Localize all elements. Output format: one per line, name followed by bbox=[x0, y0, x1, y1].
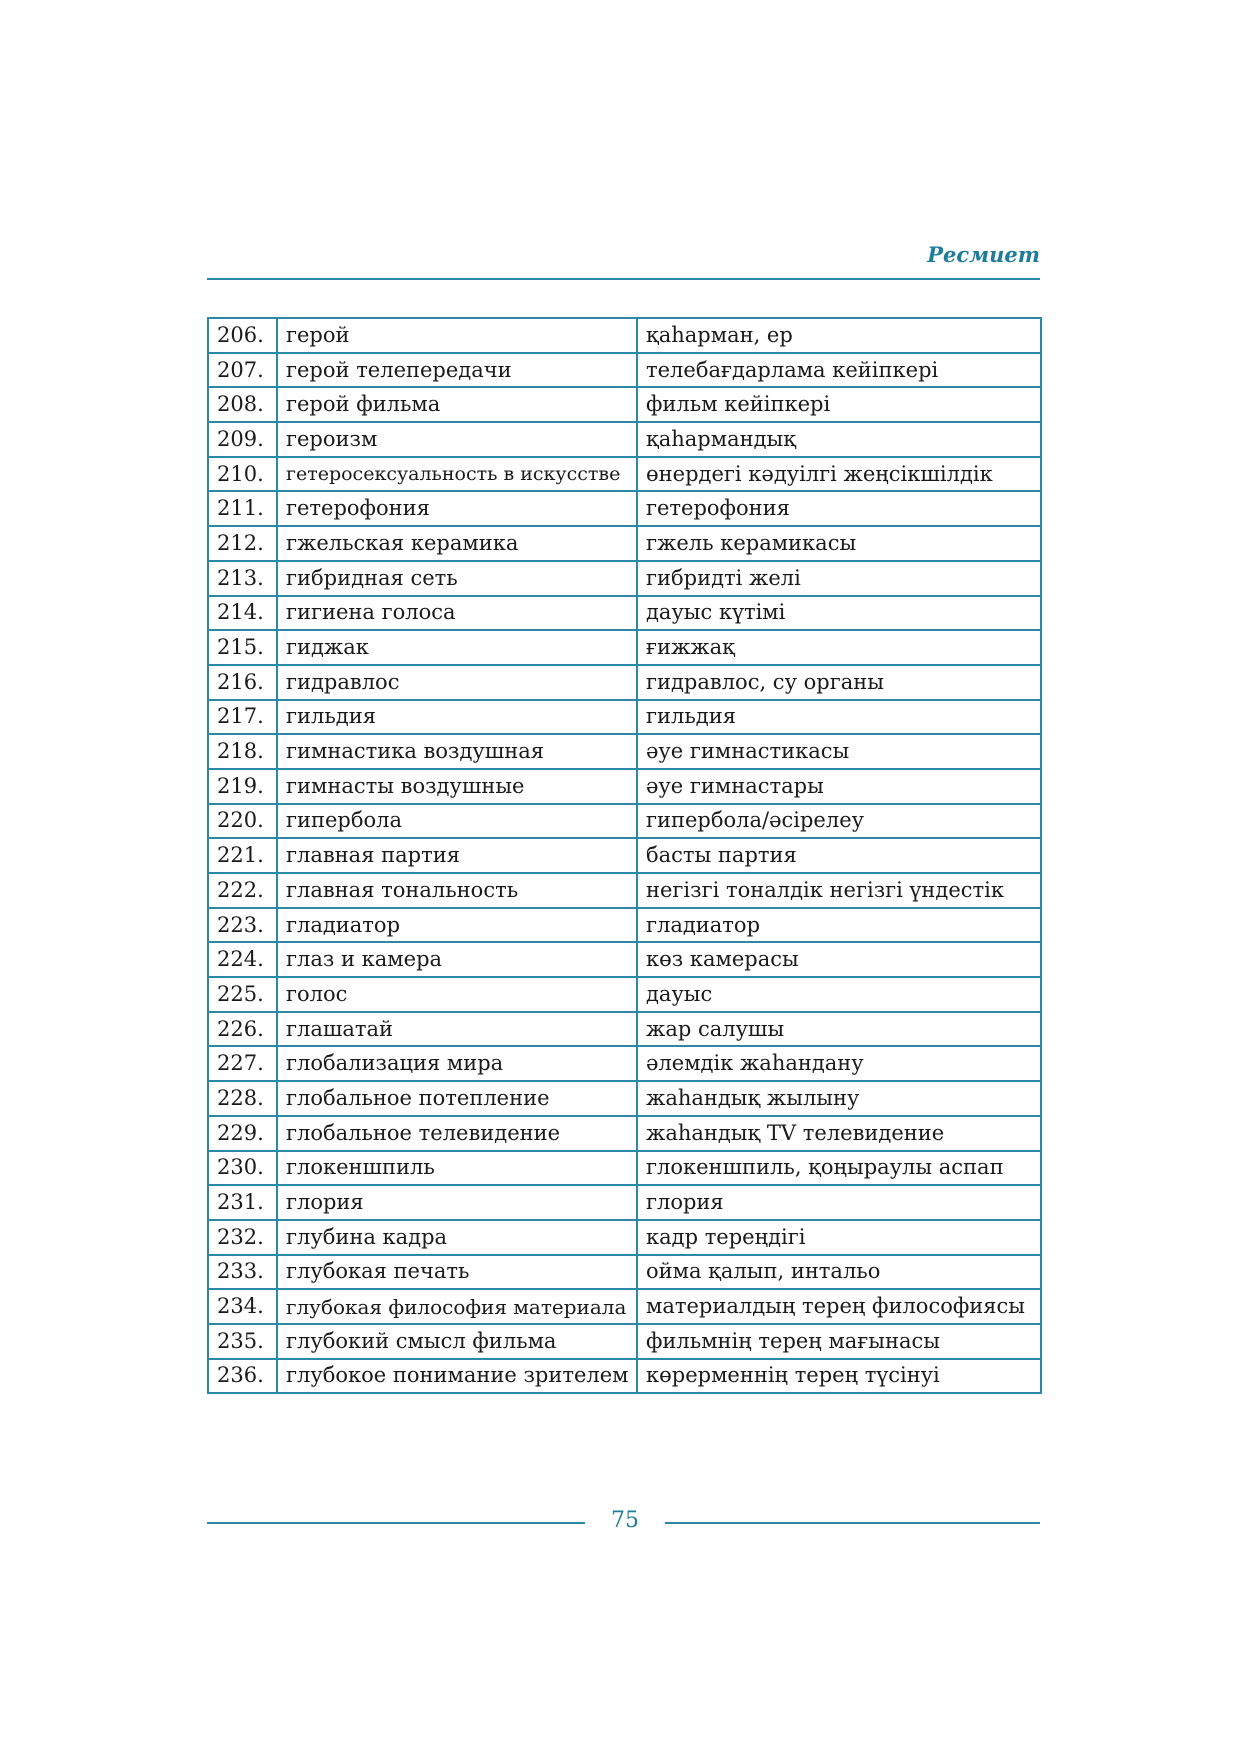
term-kazakh: ойма қалып, интальо bbox=[637, 1255, 1041, 1290]
term-number: 229. bbox=[208, 1116, 277, 1151]
term-kazakh: глория bbox=[637, 1185, 1041, 1220]
term-russian: глобальное потепление bbox=[277, 1081, 637, 1116]
term-kazakh: гетерофония bbox=[637, 491, 1041, 526]
running-header bbox=[207, 238, 1040, 280]
term-number: 213. bbox=[208, 561, 277, 596]
term-number: 215. bbox=[208, 630, 277, 665]
term-kazakh: жар салушы bbox=[637, 1012, 1041, 1047]
term-number: 208. bbox=[208, 387, 277, 422]
footer-rule-right bbox=[665, 1522, 1040, 1524]
table-row bbox=[208, 630, 1041, 665]
term-kazakh: әуе гимнастары bbox=[637, 769, 1041, 804]
term-russian: гладиатор bbox=[277, 908, 637, 943]
table-row bbox=[208, 665, 1041, 700]
table-row bbox=[208, 873, 1041, 908]
term-russian: глубокая печать bbox=[277, 1255, 637, 1290]
term-kazakh: глокеншпиль, қоңыраулы аспап bbox=[637, 1151, 1041, 1186]
table-row bbox=[208, 561, 1041, 596]
table-row bbox=[208, 1081, 1041, 1116]
term-russian: гетеросексуальность в искусстве bbox=[277, 457, 637, 492]
term-number: 209. bbox=[208, 422, 277, 457]
table-row bbox=[208, 838, 1041, 873]
table-row bbox=[208, 526, 1041, 561]
term-russian: глубокое понимание зрителем bbox=[277, 1359, 637, 1394]
term-number: 210. bbox=[208, 457, 277, 492]
term-kazakh: қаһармандық bbox=[637, 422, 1041, 457]
term-russian: глокеншпиль bbox=[277, 1151, 637, 1186]
term-kazakh: әуе гимнастикасы bbox=[637, 734, 1041, 769]
term-russian: глаз и камера bbox=[277, 942, 637, 977]
term-russian: главная тональность bbox=[277, 873, 637, 908]
term-kazakh: гидравлос, су органы bbox=[637, 665, 1041, 700]
header-title: Ресмиет bbox=[927, 242, 1040, 267]
table-row bbox=[208, 457, 1041, 492]
table-row bbox=[208, 318, 1041, 353]
table-row bbox=[208, 422, 1041, 457]
term-russian: гипербола bbox=[277, 804, 637, 839]
term-kazakh: гипербола/әсірелеу bbox=[637, 804, 1041, 839]
term-number: 214. bbox=[208, 596, 277, 631]
term-russian: главная партия bbox=[277, 838, 637, 873]
page-number: 75 bbox=[611, 1508, 639, 1533]
term-number: 206. bbox=[208, 318, 277, 353]
term-number: 223. bbox=[208, 908, 277, 943]
table-row bbox=[208, 1289, 1041, 1324]
term-number: 233. bbox=[208, 1255, 277, 1290]
table-row bbox=[208, 804, 1041, 839]
term-russian: герой фильма bbox=[277, 387, 637, 422]
term-kazakh: қаһарман, ер bbox=[637, 318, 1041, 353]
term-russian: гимнасты воздушные bbox=[277, 769, 637, 804]
glossary-rows bbox=[208, 318, 1041, 1393]
glossary-table bbox=[207, 317, 1042, 1394]
term-russian: гетерофония bbox=[277, 491, 637, 526]
table-row bbox=[208, 1255, 1041, 1290]
term-russian: гимнастика воздушная bbox=[277, 734, 637, 769]
term-russian: голос bbox=[277, 977, 637, 1012]
table-row bbox=[208, 977, 1041, 1012]
term-russian: гидравлос bbox=[277, 665, 637, 700]
term-russian: гильдия bbox=[277, 700, 637, 735]
term-number: 226. bbox=[208, 1012, 277, 1047]
term-kazakh: өнердегі кәдуілгі жеңсікшілдік bbox=[637, 457, 1041, 492]
term-kazakh: фильмнің терең мағынасы bbox=[637, 1324, 1041, 1359]
term-number: 216. bbox=[208, 665, 277, 700]
term-number: 211. bbox=[208, 491, 277, 526]
term-kazakh: басты партия bbox=[637, 838, 1041, 873]
table-row bbox=[208, 734, 1041, 769]
table-row bbox=[208, 942, 1041, 977]
term-kazakh: телебағдарлама кейіпкері bbox=[637, 353, 1041, 388]
term-kazakh: негізгі тоналдік негізгі үндестік bbox=[637, 873, 1041, 908]
term-kazakh: фильм кейіпкері bbox=[637, 387, 1041, 422]
term-russian: герой bbox=[277, 318, 637, 353]
term-kazakh: дауыс bbox=[637, 977, 1041, 1012]
table-row bbox=[208, 1116, 1041, 1151]
term-kazakh: жаһандық жылыну bbox=[637, 1081, 1041, 1116]
term-kazakh: гильдия bbox=[637, 700, 1041, 735]
term-kazakh: дауыс күтімі bbox=[637, 596, 1041, 631]
term-russian: глубокий смысл фильма bbox=[277, 1324, 637, 1359]
term-kazakh: әлемдік жаһандану bbox=[637, 1046, 1041, 1081]
table-row bbox=[208, 1185, 1041, 1220]
term-number: 230. bbox=[208, 1151, 277, 1186]
term-number: 227. bbox=[208, 1046, 277, 1081]
term-russian: герой телепередачи bbox=[277, 353, 637, 388]
term-kazakh: ғижжақ bbox=[637, 630, 1041, 665]
table-row bbox=[208, 1359, 1041, 1394]
term-kazakh: жаһандық TV телевидение bbox=[637, 1116, 1041, 1151]
term-russian: глория bbox=[277, 1185, 637, 1220]
term-number: 236. bbox=[208, 1359, 277, 1394]
term-kazakh: гибридті желі bbox=[637, 561, 1041, 596]
table-row bbox=[208, 1324, 1041, 1359]
term-russian: глобализация мира bbox=[277, 1046, 637, 1081]
table-row bbox=[208, 387, 1041, 422]
term-russian: гиджак bbox=[277, 630, 637, 665]
table-row bbox=[208, 491, 1041, 526]
term-number: 219. bbox=[208, 769, 277, 804]
page-footer bbox=[207, 1508, 1040, 1538]
table-row bbox=[208, 1220, 1041, 1255]
term-kazakh: гладиатор bbox=[637, 908, 1041, 943]
term-number: 218. bbox=[208, 734, 277, 769]
term-number: 212. bbox=[208, 526, 277, 561]
term-russian: героизм bbox=[277, 422, 637, 457]
term-number: 225. bbox=[208, 977, 277, 1012]
term-kazakh: көрерменнің терең түсінуі bbox=[637, 1359, 1041, 1394]
table-row bbox=[208, 908, 1041, 943]
term-number: 235. bbox=[208, 1324, 277, 1359]
term-russian: гибридная сеть bbox=[277, 561, 637, 596]
term-number: 224. bbox=[208, 942, 277, 977]
term-number: 228. bbox=[208, 1081, 277, 1116]
term-kazakh: кадр тереңдігі bbox=[637, 1220, 1041, 1255]
term-number: 217. bbox=[208, 700, 277, 735]
term-kazakh: көз камерасы bbox=[637, 942, 1041, 977]
term-number: 222. bbox=[208, 873, 277, 908]
table-row bbox=[208, 1012, 1041, 1047]
table-row bbox=[208, 1151, 1041, 1186]
table-row bbox=[208, 596, 1041, 631]
term-kazakh: материалдың терең философиясы bbox=[637, 1289, 1041, 1324]
footer-rule-left bbox=[207, 1522, 585, 1524]
table-row bbox=[208, 700, 1041, 735]
term-russian: гжельская керамика bbox=[277, 526, 637, 561]
term-russian: глубина кадра bbox=[277, 1220, 637, 1255]
table-row bbox=[208, 769, 1041, 804]
term-russian: гигиена голоса bbox=[277, 596, 637, 631]
term-number: 221. bbox=[208, 838, 277, 873]
term-number: 234. bbox=[208, 1289, 277, 1324]
term-number: 231. bbox=[208, 1185, 277, 1220]
term-number: 207. bbox=[208, 353, 277, 388]
term-russian: глубокая философия материала bbox=[277, 1289, 637, 1324]
table-row bbox=[208, 353, 1041, 388]
term-number: 220. bbox=[208, 804, 277, 839]
term-number: 232. bbox=[208, 1220, 277, 1255]
term-russian: глашатай bbox=[277, 1012, 637, 1047]
term-kazakh: гжель керамикасы bbox=[637, 526, 1041, 561]
term-russian: глобальное телевидение bbox=[277, 1116, 637, 1151]
table-row bbox=[208, 1046, 1041, 1081]
